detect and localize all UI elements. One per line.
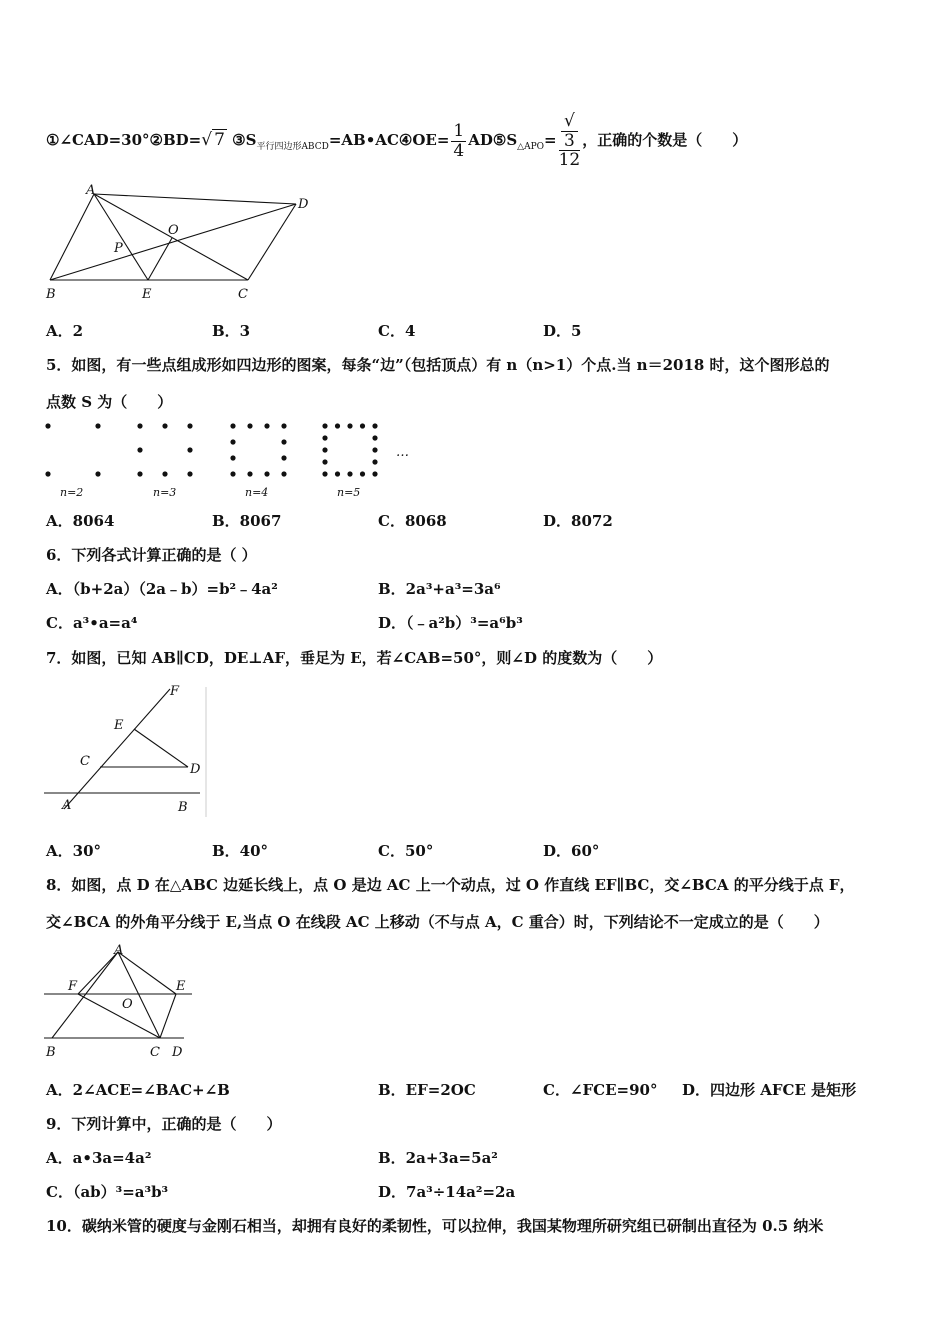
segment-af bbox=[78, 952, 118, 994]
subscript-parallelogram: 平行四边形ABCD bbox=[256, 142, 329, 153]
edge-cd bbox=[248, 204, 296, 280]
subscript-apo: △APO bbox=[517, 142, 545, 153]
q4-option-a[interactable]: A．2 bbox=[46, 322, 84, 340]
segment-ae bbox=[94, 194, 148, 280]
side-ac bbox=[118, 952, 160, 1038]
q4-statement bbox=[46, 112, 747, 170]
label-n4: n=4 bbox=[245, 486, 269, 499]
q9-option-a[interactable]: A．a•3a=4a² bbox=[46, 1149, 152, 1167]
label-a: A bbox=[86, 183, 96, 198]
q4-end: ，正确的个数是（ ） bbox=[582, 131, 748, 150]
line-af bbox=[64, 689, 170, 809]
q6-option-d[interactable]: D．（﹣a²b）³=a⁶b³ bbox=[378, 614, 523, 632]
q8-option-a[interactable]: A．2∠ACE=∠BAC+∠B bbox=[46, 1081, 230, 1099]
pattern-n5 bbox=[322, 423, 377, 476]
label-a: A bbox=[62, 798, 72, 813]
q5-option-d[interactable]: D．8072 bbox=[543, 512, 613, 530]
q5-option-c[interactable]: C．8068 bbox=[378, 512, 447, 530]
q9-option-c[interactable]: C．（ab）³=a³b³ bbox=[46, 1183, 169, 1201]
label-d: D bbox=[172, 1045, 183, 1060]
q4-part5: = bbox=[544, 131, 557, 150]
segment-ec bbox=[160, 994, 176, 1038]
ellipsis: … bbox=[396, 445, 409, 460]
q4-part2: ③S bbox=[232, 131, 257, 150]
q8-option-d[interactable]: D．四边形 AFCE 是矩形 bbox=[682, 1081, 857, 1099]
q4-option-c[interactable]: C．4 bbox=[378, 322, 416, 340]
q6-option-b[interactable]: B．2a³+a³=3a⁶ bbox=[378, 580, 501, 598]
q8-line2: 交∠BCA 的外角平分线于 E,当点 O 在线段 AC 上移动（不与点 A，C 重合）时，下列结论不一定成立的是（ ） bbox=[46, 913, 829, 931]
label-p: P bbox=[114, 241, 123, 256]
label-f: F bbox=[170, 684, 180, 699]
q5-line1: 5．如图，有一些点组成形如四边形的图案，每条“边”（包括顶点）有 n（n>1）个点.当 n＝2018 时，这个图形总的 bbox=[46, 356, 830, 374]
q8-line1: 8．如图，点 D 在△ABC 边延长线上，点 O 是边 AC 上一个动点，过 O 作直线 EF∥BC，交∠BCA 的平分线于点 F， bbox=[46, 876, 855, 894]
q4-part3: =AB•AC④OE= bbox=[328, 131, 450, 150]
q4-parallelogram-figure bbox=[42, 182, 322, 304]
label-b: B bbox=[178, 800, 188, 815]
label-o: O bbox=[122, 997, 133, 1012]
q9-option-d[interactable]: D．7a³÷14a²=2a bbox=[378, 1183, 516, 1201]
pattern-n2 bbox=[45, 423, 100, 476]
q5-option-b[interactable]: B．8067 bbox=[212, 512, 282, 530]
q4-part4: AD⑤S bbox=[468, 131, 518, 150]
label-a: A bbox=[114, 943, 124, 958]
label-n2: n=2 bbox=[60, 486, 84, 499]
segment-eo bbox=[148, 238, 172, 280]
label-n3: n=3 bbox=[153, 486, 177, 499]
q6-option-c[interactable]: C．a³•a=a⁴ bbox=[46, 614, 138, 632]
q7-option-a[interactable]: A．30° bbox=[46, 842, 102, 860]
label-e: E bbox=[114, 718, 124, 733]
q9-option-b[interactable]: B．2a+3a=5a² bbox=[378, 1149, 498, 1167]
label-f: F bbox=[68, 979, 78, 994]
fraction-one-quarter: $\frac{1}{4}$ bbox=[453, 120, 465, 161]
q4-option-b[interactable]: B．3 bbox=[212, 322, 251, 340]
q9-question: 9．下列计算中，正确的是（ ） bbox=[46, 1115, 282, 1133]
q8-option-b[interactable]: B．EF=2OC bbox=[378, 1081, 476, 1099]
side-ab bbox=[52, 952, 118, 1038]
sqrt-expression: √ 7 bbox=[201, 130, 225, 151]
label-c: C bbox=[238, 287, 248, 302]
diagonal-bd bbox=[50, 204, 296, 280]
q6-option-a[interactable]: A．（b+2a）（2a﹣b）=b²﹣4a² bbox=[46, 580, 278, 598]
label-o: O bbox=[168, 223, 179, 238]
q8-figure bbox=[42, 942, 198, 1062]
q6-question: 6．下列各式计算正确的是（ ） bbox=[46, 546, 257, 564]
label-d: D bbox=[298, 197, 309, 212]
q7-question: 7．如图，已知 AB∥CD，DE⊥AF，垂足为 E，若∠CAB=50°，则∠D 的度数为（ ） bbox=[46, 649, 663, 667]
edge-ad bbox=[94, 194, 296, 204]
q5-line2: 点数 S 为（ ） bbox=[46, 393, 173, 411]
q5-dot-pattern-figure bbox=[40, 418, 420, 504]
q10-line1: 10．碳纳米管的硬度与金刚石相当，却拥有良好的柔韧性，可以拉伸，我国某物理所研究组已研制出直径为 0.5 纳米 bbox=[46, 1217, 824, 1235]
q7-figure bbox=[42, 683, 210, 818]
q8-option-c[interactable]: C．∠FCE=90° bbox=[543, 1081, 658, 1099]
q5-option-a[interactable]: A．8064 bbox=[46, 512, 115, 530]
q4-part1: ①∠CAD=30°②BD= bbox=[46, 131, 202, 150]
segment-ae bbox=[118, 952, 176, 994]
q7-option-d[interactable]: D．60° bbox=[543, 842, 600, 860]
q7-option-b[interactable]: B．40° bbox=[212, 842, 269, 860]
edge-ab bbox=[50, 194, 94, 280]
label-b: B bbox=[46, 1045, 56, 1060]
label-e: E bbox=[176, 979, 186, 994]
pattern-n3 bbox=[137, 423, 192, 476]
q4-option-d[interactable]: D．5 bbox=[543, 322, 582, 340]
segment-ed bbox=[134, 729, 188, 767]
label-n5: n=5 bbox=[337, 486, 361, 499]
label-d: D bbox=[190, 762, 201, 777]
pattern-n4 bbox=[230, 423, 286, 476]
fraction-sqrt3-12: √ 3 12 bbox=[558, 111, 581, 171]
q7-option-c[interactable]: C．50° bbox=[378, 842, 434, 860]
label-c: C bbox=[80, 754, 90, 769]
label-b: B bbox=[46, 287, 56, 302]
segment-fc bbox=[78, 994, 160, 1038]
label-e: E bbox=[142, 287, 152, 302]
label-c: C bbox=[150, 1045, 160, 1060]
